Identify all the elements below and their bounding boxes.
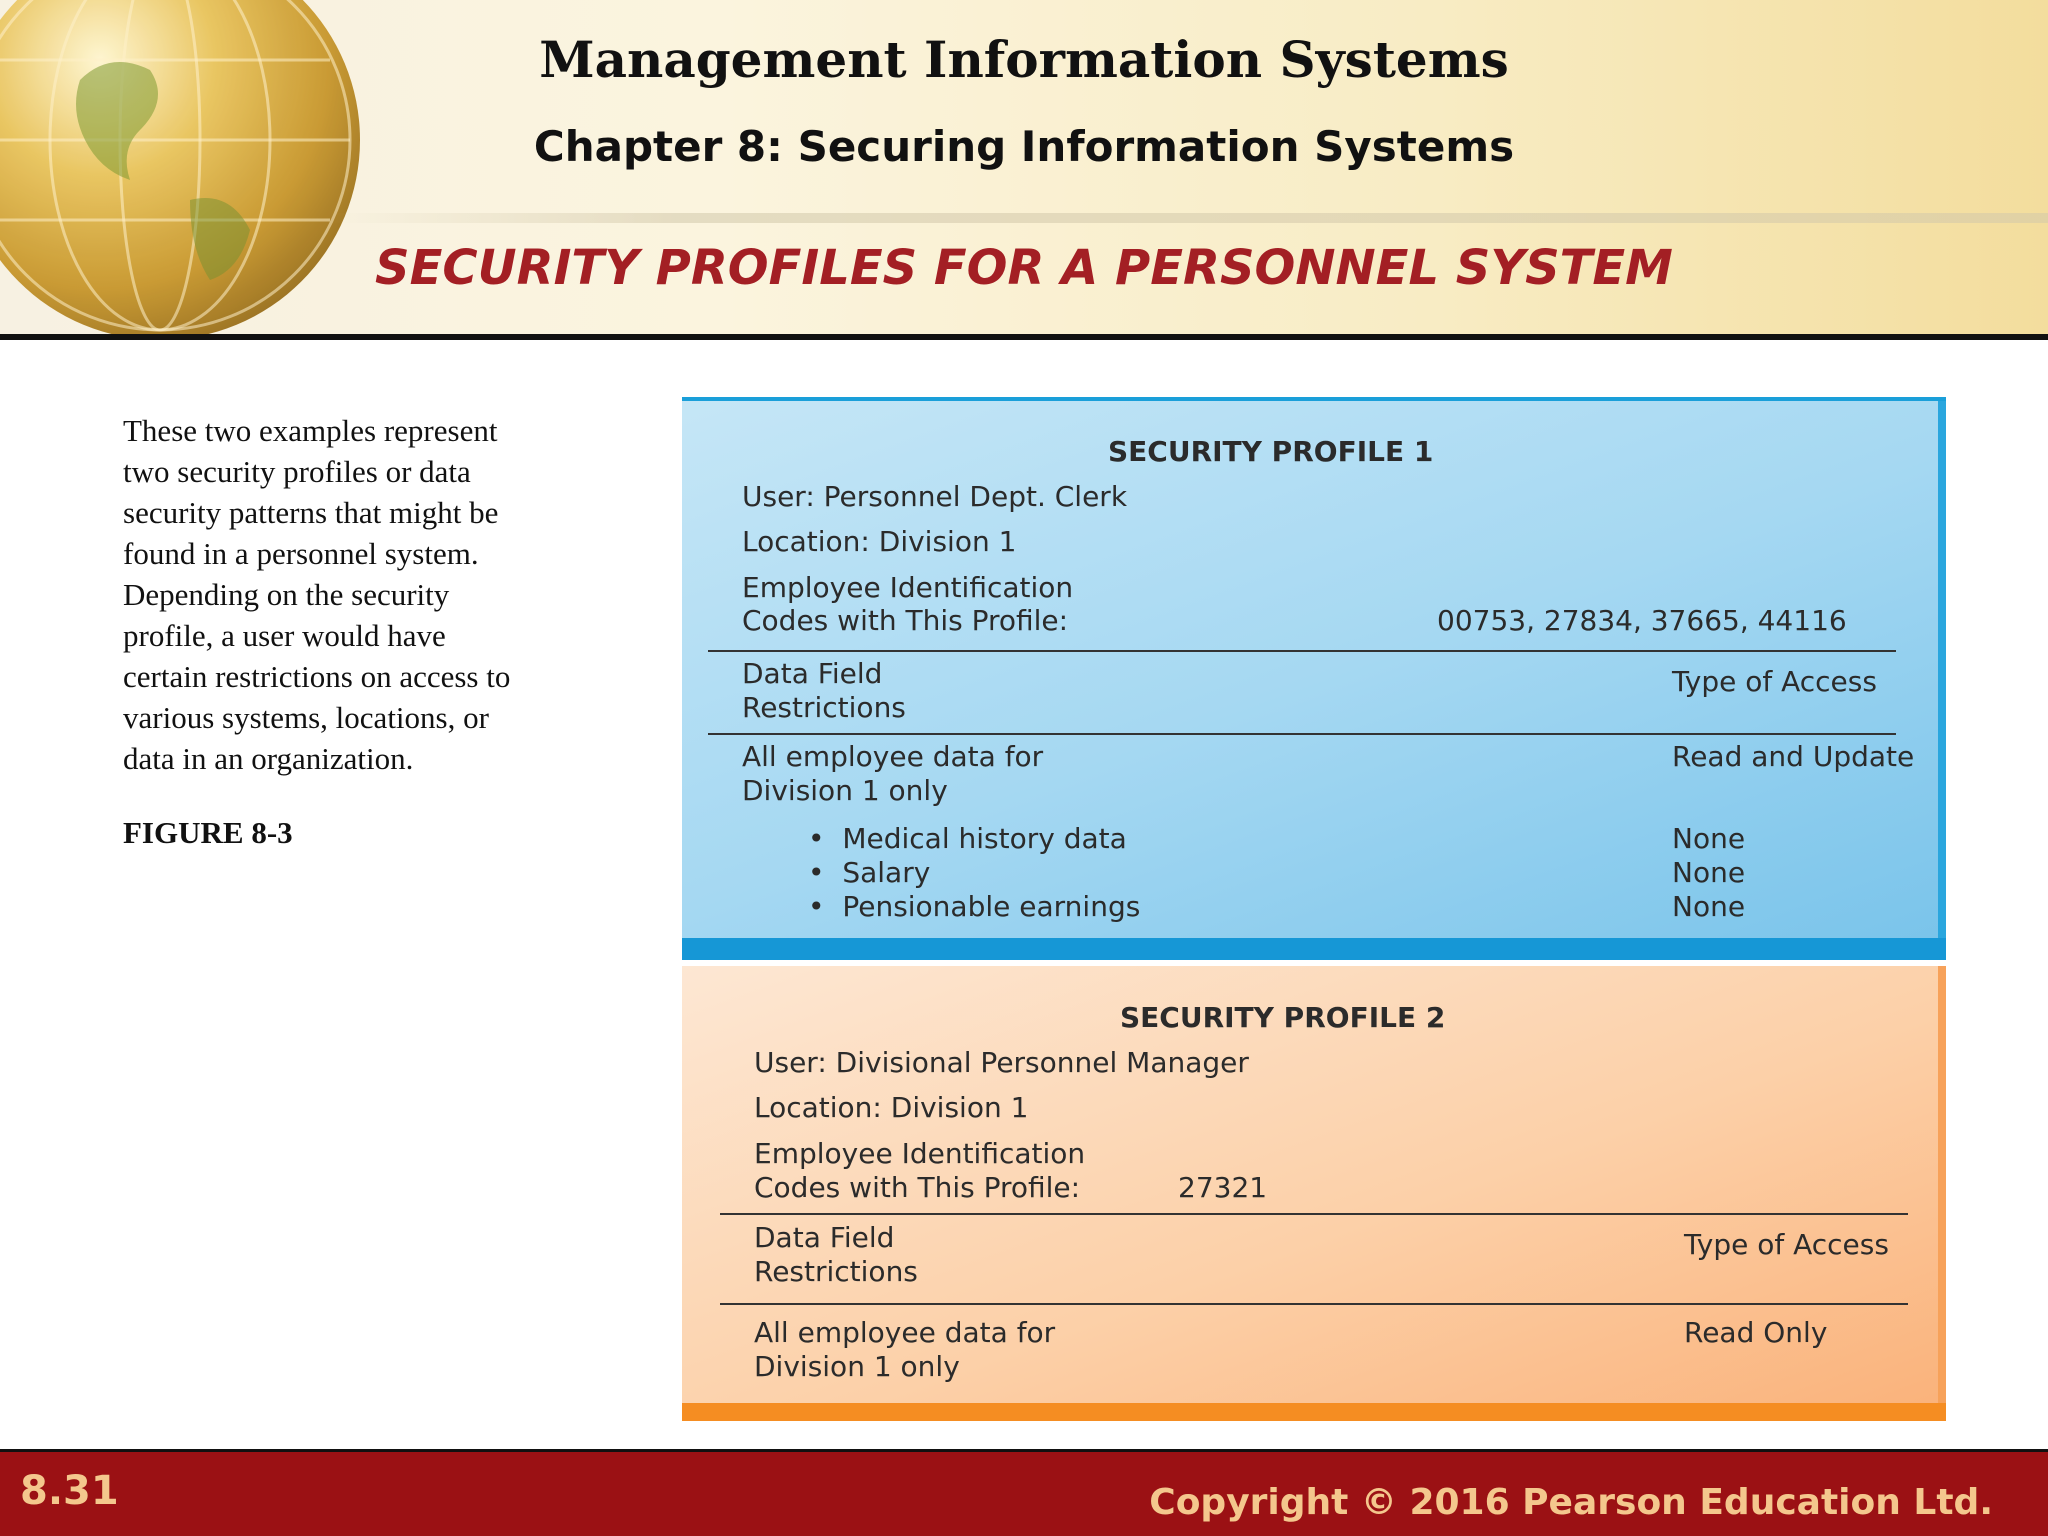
profile-user: User: Divisional Personnel Manager (754, 1046, 1249, 1079)
slide-number: 8.31 (20, 1468, 119, 1514)
figure-label: FIGURE 8-3 (123, 815, 293, 850)
bullet-access: None (1672, 822, 1746, 855)
panel-bottom-bar (682, 938, 1946, 960)
codes-label-line-2: Codes with This Profile: (754, 1171, 1081, 1204)
codes-label-line-1: Employee Identification (742, 571, 1074, 604)
field-header-line-1: Data Field (754, 1221, 895, 1254)
divider (708, 733, 1896, 735)
profile-location: Location: Division 1 (742, 525, 1017, 558)
row-field-line-2: Division 1 only (742, 774, 948, 807)
field-header-line-2: Restrictions (754, 1255, 918, 1288)
description-line: found in a personnel system. (123, 536, 479, 571)
codes-value: 27321 (1178, 1171, 1268, 1204)
description-line: These two examples represent (123, 413, 498, 448)
profile-title: SECURITY PROFILE 2 (1120, 1001, 1446, 1034)
profile-user: User: Personnel Dept. Clerk (742, 480, 1128, 513)
panel-edge (1938, 401, 1946, 960)
row-access: Read and Update (1672, 740, 1915, 773)
description-line: data in an organization. (123, 741, 414, 776)
field-header-line-1: Data Field (742, 657, 883, 690)
description-line: various systems, locations, or (123, 700, 489, 735)
codes-value: 00753, 27834, 37665, 44116 (1437, 604, 1847, 637)
description-line: security patterns that might be (123, 495, 499, 530)
description-text (123, 410, 583, 779)
codes-label-line-2: Codes with This Profile: (742, 604, 1069, 637)
bullet-item (808, 822, 1127, 856)
bullet-field: Pensionable earnings (842, 890, 1141, 923)
description-line: two security profiles or data (123, 454, 471, 489)
profile-location: Location: Division 1 (754, 1091, 1029, 1124)
field-header-line-2: Restrictions (742, 691, 906, 724)
bullet-item (808, 856, 930, 890)
slide-header (0, 0, 2048, 336)
bullet-access: None (1672, 890, 1746, 923)
slide-footer (0, 1449, 2048, 1536)
security-profile-2-panel (682, 966, 1946, 1421)
security-profile-1-panel (682, 397, 1946, 960)
profile-title: SECURITY PROFILE 1 (1108, 435, 1434, 468)
access-header: Type of Access (1684, 1228, 1889, 1261)
divider (720, 1213, 1908, 1215)
divider (720, 1303, 1908, 1305)
description-line: Depending on the security (123, 577, 450, 612)
header-divider (0, 334, 2048, 340)
bullet-item (808, 890, 1140, 924)
slide-heading: SECURITY PROFILES FOR A PERSONNEL SYSTEM (375, 240, 1673, 296)
chapter-title: Chapter 8: Securing Information Systems (533, 122, 1515, 171)
bullet-access: None (1672, 856, 1746, 889)
bullet-icon: • (808, 856, 825, 889)
divider (708, 650, 1896, 652)
row-field-line-1: All employee data for (754, 1316, 1056, 1349)
bullet-field: Salary (842, 856, 931, 889)
row-field-line-2: Division 1 only (754, 1350, 960, 1383)
bullet-icon: • (808, 822, 825, 855)
copyright-text: Copyright © 2016 Pearson Education Ltd. (1149, 1482, 1993, 1523)
codes-label-line-1: Employee Identification (754, 1137, 1086, 1170)
header-band (330, 213, 2048, 223)
panel-edge (1938, 966, 1946, 1421)
description-line: certain restrictions on access to (123, 659, 511, 694)
row-access: Read Only (1684, 1316, 1828, 1349)
bullet-field: Medical history data (842, 822, 1127, 855)
row-field-line-1: All employee data for (742, 740, 1044, 773)
panel-bottom-bar (682, 1403, 1946, 1421)
bullet-icon: • (808, 890, 825, 923)
course-title: Management Information Systems (539, 30, 1509, 89)
description-line: profile, a user would have (123, 618, 446, 653)
access-header: Type of Access (1672, 665, 1877, 698)
